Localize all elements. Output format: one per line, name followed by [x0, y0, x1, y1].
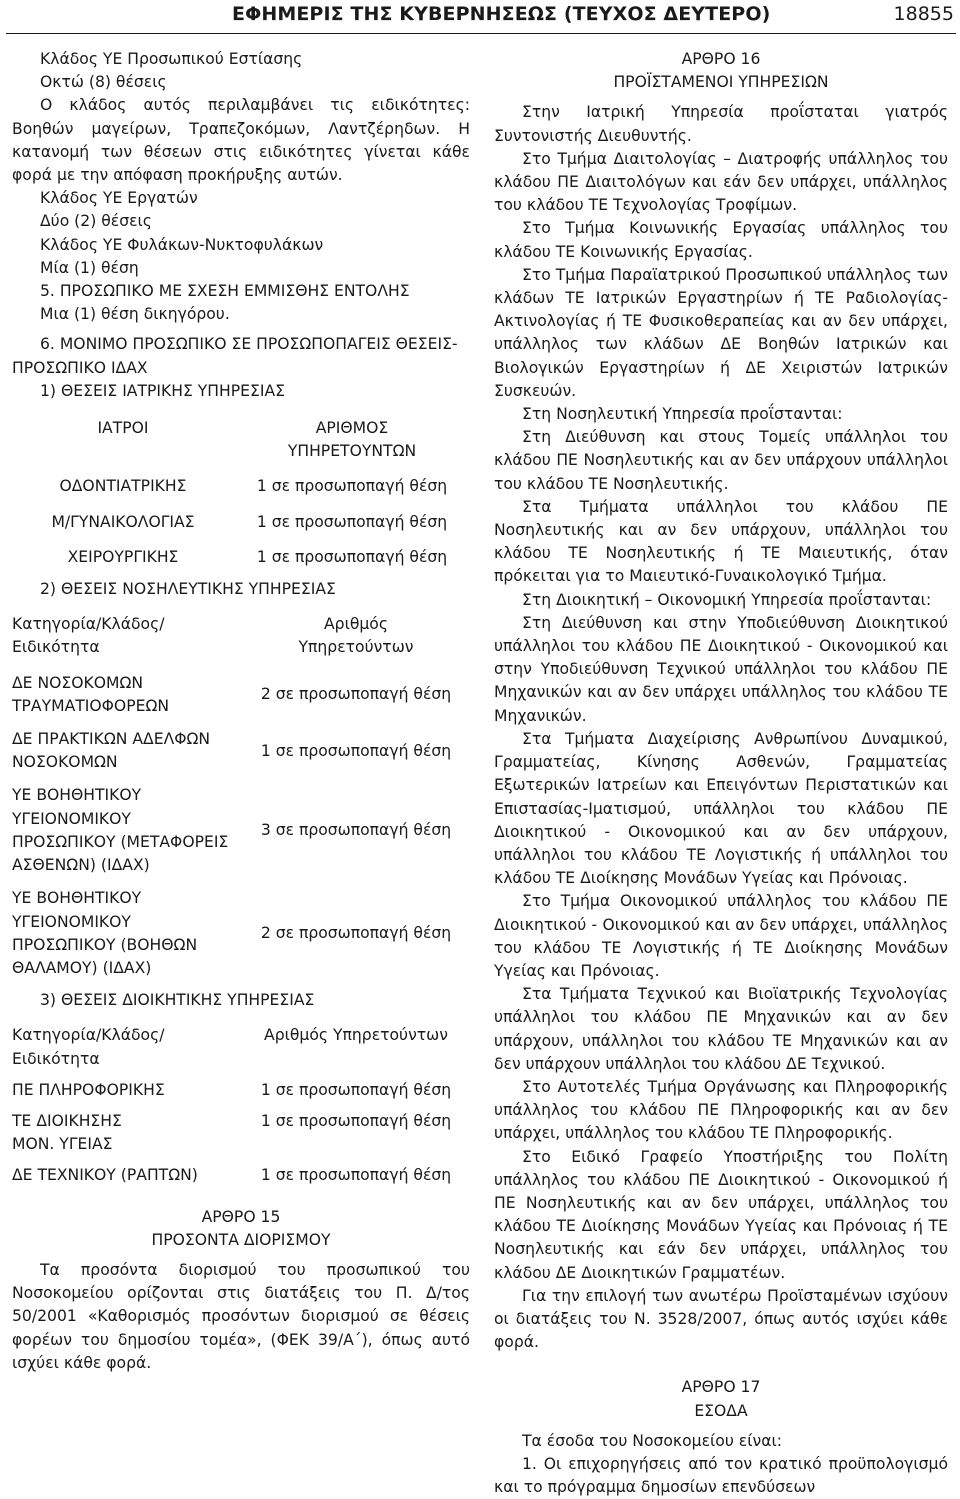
- nursing-positions-table: [12, 613, 470, 980]
- table-cell-count: 3 σε προσωποπαγή θέση: [260, 821, 452, 840]
- table-cell-count: 1 σε προσωποπαγή θέση: [260, 741, 452, 760]
- table-cell-count: 2 σε προσωποπαγή θέση: [260, 685, 452, 704]
- table-cell-count: 2 σε προσωποπαγή θέση: [260, 924, 452, 943]
- article-paragraph: Τα έσοδα του Νοσοκομείου είναι:: [522, 1431, 783, 1450]
- article-paragraph: Τα προσόντα διορισμού του προσωπικού του Νοσοκομείου ορίζονται στις διατάξεις του Π. Δ/τος 50/2001 «Καθορισμός προσόντων διορισμού σε θέσεις φορέων του δημοσίου τομέα», (ΦΕΚ 39/Α΄), όπως αυτό ισχύει κάθε φορά.: [12, 1260, 470, 1372]
- table-header-left: Κατηγορία/Κλάδος/ Ειδικότητα: [12, 615, 165, 657]
- article-paragraph: Στο Ειδικό Γραφείο Υποστήριξης του Πολίτη υπάλληλος του κλάδου ΠΕ Διοικητικού - Οικονομικού ή ΠΕ Νοσηλευτικής και αν δεν υπάρχει, υπάλληλος του κλάδου ΤΕ Διοίκησης Μονάδων Υγείας και Πρόνοιας ή ΤΕ Νοσηλευτικής και εάν δεν υπάρχει, υπάλληλος του κλάδου ΔΕ Διοικητικών Γραμματέων.: [494, 1147, 948, 1282]
- table-cell-name: ΠΕ ΠΛΗΡΟΦΟΡΙΚΗΣ: [12, 1080, 165, 1099]
- article-paragraph: Στα Τμήματα υπάλληλοι του κλάδου ΠΕ Νοσηλευτικής και αν δεν υπάρχουν, υπάλληλοι του κλάδου ΤΕ Νοσηλευτικής ή ΤΕ Μαιευτικής, όταν πρόκειται για το Μαιευτικό-Γυναικολογικό Τμήμα.: [494, 497, 948, 586]
- page-number: 18855: [893, 3, 954, 25]
- table-header-left: Κατηγορία/Κλάδος/ Ειδικότητα: [12, 1026, 165, 1068]
- table-cell-name: ΤΕ ΔΙΟΙΚΗΣΗΣ ΜΟΝ. ΥΓΕΙΑΣ: [12, 1111, 122, 1154]
- article-paragraph: 1. Οι επιχορηγήσεις από τον κρατικό προϋπολογισμό και το πρόγραμμα δημοσίων επενδύσεων: [494, 1454, 948, 1497]
- table-cell-name: Μ/ΓΥΝΑΙΚΟΛΟΓΙΑΣ: [51, 512, 195, 531]
- article-paragraph: Στη Διεύθυνση και στους Τομείς υπάλληλοι του κλάδου ΠΕ Νοσηλευτικής και αν δεν υπάρχουν υπάλληλοι του κλάδου ΤΕ Νοσηλευτικής.: [494, 428, 948, 493]
- section-heading: 6. ΜΟΝΙΜΟ ΠΡΟΣΩΠΙΚΟ ΣΕ ΠΡΟΣΩΠΟΠΑΓΕΙΣ ΘΕΣΕΙΣ-ΠΡΟΣΩΠΙΚΟ ΙΔΑΧ: [12, 335, 458, 377]
- article-title: ΑΡΘΡΟ 15: [201, 1207, 281, 1226]
- article-paragraph: Στη Διοικητική – Οικονομική Υπηρεσία προΐστανται:: [522, 590, 932, 609]
- subsection-title: 1) ΘΕΣΕΙΣ ΙΑΤΡΙΚΗΣ ΥΠΗΡΕΣΙΑΣ: [40, 381, 285, 400]
- article-paragraph: Στη Διεύθυνση και στην Υποδιεύθυνση Διοικητικού υπάλληλοι του κλάδου ΠΕ Διοικητικού - Οικονομικού και στην Υποδιεύθυνση Τεχνικού υπάλληλοι του κλάδου ΠΕ Μηχανικών και αν δεν υπάρχει υπάλληλος του κλάδου ΤΕ Μηχανικών.: [494, 613, 948, 725]
- table-header-right: Αριθμός Υπηρετούντων: [264, 1026, 448, 1045]
- article-paragraph: Στα Τμήματα Διαχείρισης Ανθρωπίνου Δυναμικού, Γραμματείας, Κίνησης Ασθενών, Γραμματείας Εξωτερικών Ιατρείων και Επειγόντων Περιστατικών και Επιστασίας-Ιματισμού, υπάλληλοι του κλάδου ΠΕ Διοικητικού - Οικονομικού και αν δεν υπάρχουν, υπάλληλοι του κλάδου ΤΕ Λογιστικής ή υπάλληλοι του κλάδου ΤΕ Διοίκησης Μονάδων Υγείας και Πρόνοιας.: [494, 729, 948, 888]
- article-paragraph: Στα Τμήματα Τεχνικού και Βιοϊατρικής Τεχνολογίας υπάλληλοι του κλάδου ΠΕ Μηχανικών και αν δεν υπάρχουν, υπάλληλοι του κλάδου ΤΕ Μηχανικών και αν δεν υπάρχουν υπάλληλοι του κλάδου ΔΕ Τεχνικού.: [494, 985, 948, 1073]
- table-header-right: ΑΡΙΘΜΟΣ ΥΠΗΡΕΤΟΥΝΤΩΝ: [287, 419, 417, 461]
- positions-line: Μια (1) θέση δικηγόρου.: [40, 305, 230, 324]
- positions-line: Οκτώ (8) θέσεις: [40, 73, 167, 92]
- table-header-right: Αριθμός Υπηρετούντων: [298, 615, 414, 657]
- article-paragraph: Στο Τμήμα Παραϊατρικού Προσωπικού υπάλληλος των κλάδων ΤΕ Ιατρικών Εργαστηρίων ή ΤΕ Ραδιολογίας-Ακτινολογίας ή ΤΕ Φυσικοθεραπείας και αν δεν υπάρχει, υπάλληλος των κλάδων ΔΕ Βοηθών Ιατρικών και Βιολογικών Εργαστηρίων ή ΔΕ Χειριστών Ιατρικών Συσκευών.: [494, 265, 948, 400]
- table-cell-name: ΔΕ ΝΟΣΟΚΟΜΩΝ ΤΡΑΥΜΑΤΙΟΦΟΡΕΩΝ: [12, 673, 170, 715]
- left-column: [12, 48, 470, 1375]
- table-cell-count: 1 σε προσωποπαγή θέση: [256, 477, 448, 496]
- article-paragraph: Στο Τμήμα Κοινωνικής Εργασίας υπάλληλος του κλάδου ΤΕ Κοινωνικής Εργασίας.: [494, 219, 948, 261]
- table-cell-name: ΔΕ ΤΕΧΝΙΚΟΥ (ΡΑΠΤΩΝ): [12, 1166, 198, 1185]
- table-cell-count: 1 σε προσωποπαγή θέση: [256, 547, 448, 566]
- positions-line: Δύο (2) θέσεις: [40, 212, 152, 231]
- article-paragraph: Στο Αυτοτελές Τμήμα Οργάνωσης και Πληροφορικής υπάλληλος του κλάδου ΠΕ Πληροφορικής και αν δεν υπάρχει, υπάλληλος του κλάδου ΤΕ Πληροφορικής.: [494, 1077, 948, 1143]
- article-title: ΑΡΘΡΟ 17: [681, 1378, 761, 1397]
- positions-line: Μία (1) θέση: [40, 258, 139, 277]
- table-cell-name: ΥΕ ΒΟΗΘΗΤΙΚΟΥ ΥΓΕΙΟΝΟΜΙΚΟΥ ΠΡΟΣΩΠΙΚΟΥ (ΒΟΗΘΩΝ ΘΑΛΑΜΟΥ) (ΙΔΑΧ): [12, 889, 198, 977]
- journal-title: ΕΦΗΜΕΡΙΣ ΤΗΣ ΚΥΒΕΡΝΗΣΕΩΣ (ΤΕΥΧΟΣ ΔΕΥΤΕΡΟ): [232, 3, 771, 25]
- article-paragraph: Για την επιλογή των ανωτέρω Προϊσταμένων ισχύουν οι διατάξεις του Ν. 3528/2007, όπως αυτός ισχύει κάθε φορά.: [494, 1286, 948, 1352]
- table-cell-name: ΔΕ ΠΡΑΚΤΙΚΩΝ ΑΔΕΛΦΩΝ ΝΟΣΟΚΟΜΩΝ: [12, 730, 211, 772]
- header-divider: [6, 33, 956, 34]
- table-cell-count: 1 σε προσωποπαγή θέση: [260, 1080, 452, 1099]
- article-paragraph: Στο Τμήμα Διαιτολογίας – Διατροφής υπάλληλος του κλάδου ΠΕ Διαιτολόγων και εάν δεν υπάρχει, υπάλληλος του κλάδου ΤΕ Τεχνολογίας Τροφίμων.: [494, 149, 948, 215]
- table-cell-name: ΥΕ ΒΟΗΘΗΤΙΚΟΥ ΥΓΕΙΟΝΟΜΙΚΟΥ ΠΡΟΣΩΠΙΚΟΥ (ΜΕΤΑΦΟΡΕΙΣ ΑΣΘΕΝΩΝ) (ΙΔΑΧ): [12, 786, 229, 875]
- article-subtitle: ΠΡΟΣΟΝΤΑ ΔΙΟΡΙΣΜΟΥ: [151, 1230, 331, 1249]
- subsection-title: 3) ΘΕΣΕΙΣ ΔΙΟΙΚΗΤΙΚΗΣ ΥΠΗΡΕΣΙΑΣ: [40, 991, 315, 1010]
- table-cell-count: 1 σε προσωποπαγή θέση: [256, 512, 448, 531]
- table-cell-count: 1 σε προσωποπαγή θέση: [260, 1111, 452, 1130]
- article-paragraph: Στη Νοσηλευτική Υπηρεσία προΐστανται:: [522, 405, 843, 424]
- table-cell-name: ΟΔΟΝΤΙΑΤΡΙΚΗΣ: [59, 477, 187, 496]
- subsection-title: 2) ΘΕΣΕΙΣ ΝΟΣΗΛΕΥΤΙΚΗΣ ΥΠΗΡΕΣΙΑΣ: [40, 580, 336, 599]
- branch-line: Κλάδος ΥΕ Εργατών: [40, 189, 198, 208]
- article-paragraph: Στην Ιατρική Υπηρεσία προΐσταται γιατρός Συντονιστής Διευθυντής.: [494, 103, 948, 145]
- right-column: [494, 48, 948, 1499]
- section-heading: 5. ΠΡΟΣΩΠΙΚΟ ΜΕ ΣΧΕΣΗ ΕΜΜΙΣΘΗΣ ΕΝΤΟΛΗΣ: [40, 282, 410, 301]
- branch-description: Ο κλάδος αυτός περιλαμβάνει τις ειδικότητες: Βοηθών μαγείρων, Τραπεζοκόμων, Λαντζέρηδων. Η κατανομή των θέσεων στις ειδικότητες γίνεται κάθε φορά με την απόφαση προκήρυξης αυτών.: [12, 96, 470, 185]
- table-cell-name: ΧΕΙΡΟΥΡΓΙΚΗΣ: [67, 547, 179, 566]
- table-header-left: ΙΑΤΡΟΙ: [97, 419, 149, 438]
- article-subtitle: ΕΣΟΔΑ: [694, 1401, 748, 1420]
- administrative-positions-table: [12, 1024, 470, 1187]
- table-cell-count: 1 σε προσωποπαγή θέση: [260, 1166, 452, 1185]
- branch-line: Κλάδος ΥΕ Φυλάκων-Νυκτοφυλάκων: [40, 235, 324, 254]
- medical-positions-table: [12, 417, 470, 569]
- article-subtitle: ΠΡΟΪΣΤΑΜΕΝΟΙ ΥΠΗΡΕΣΙΩΝ: [613, 73, 829, 92]
- article-title: ΑΡΘΡΟ 16: [681, 50, 761, 68]
- branch-line: Κλάδος ΥΕ Προσωπικού Εστίασης: [40, 50, 303, 68]
- article-paragraph: Στο Τμήμα Οικονομικού υπάλληλος του κλάδου ΠΕ Διοικητικού - Οικονομικού και αν δεν υπάρχει, υπάλληλος του κλάδου ΤΕ Λογιστικής ή ΤΕ Διοίκησης Μονάδων Υγείας και Πρόνοιας.: [494, 892, 948, 980]
